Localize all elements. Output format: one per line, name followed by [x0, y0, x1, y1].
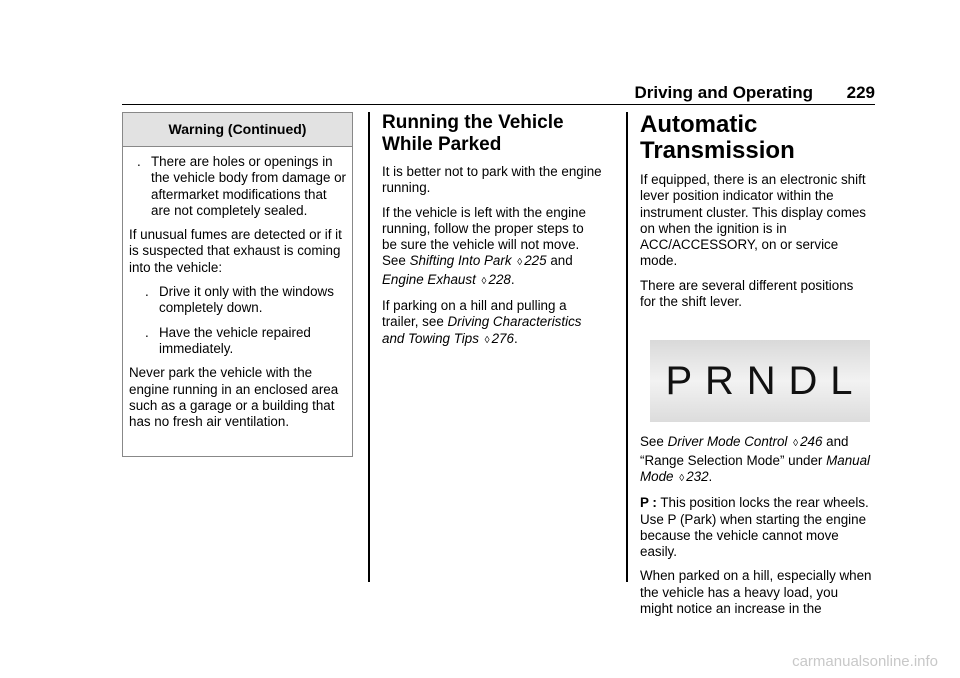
paragraph: There are several different positions for the shift lever.: [640, 277, 854, 310]
gear-letter: R: [705, 359, 736, 404]
gear-letter: N: [746, 359, 778, 404]
section-heading: Automatic Transmission: [640, 111, 795, 164]
bullet-text: There are holes or openings in the vehicle body from damage or aftermarket modifications that are not completely sealed.: [151, 154, 347, 218]
gear-letter: P: [665, 359, 695, 404]
page-header: [122, 82, 875, 105]
paragraph: It is better not to park with the engine running.: [382, 164, 602, 196]
page-ref-number[interactable]: 225: [524, 253, 547, 269]
bullet-text: Drive it only with the windows completely down.: [159, 284, 334, 316]
section-heading: Running the Vehicle While Parked: [382, 112, 564, 155]
paragraph-text: and: [826, 434, 849, 450]
cross-reference-link[interactable]: Driving Characteristics and Towing Tips: [382, 314, 582, 346]
paragraph-text: “Range Selection Mode” under: [640, 452, 823, 468]
warning-bullet: [129, 325, 346, 358]
paragraph: If parking on a hill and pulling a trailer, see Driving Characteristics and Towing Tips ◊ 276.: [382, 298, 582, 346]
prndl-indicator-image: [650, 340, 870, 422]
gear-letter: L: [830, 359, 855, 404]
paragraph-text: If the vehicle is left with the engine running, follow the proper steps to be sure the vehicle will not move. See: [382, 204, 586, 269]
page-number: 229: [846, 83, 875, 102]
paragraph: See Driver Mode Control ◊ 246 and “Range Selection Mode” under Manual Mode ◊ 232.: [640, 434, 871, 484]
cross-reference-link[interactable]: Manual Mode: [640, 452, 871, 484]
column-2: [382, 112, 602, 357]
paragraph-text: See: [640, 434, 664, 450]
column-3: [640, 112, 872, 625]
warning-box: [122, 112, 353, 457]
warning-paragraph: If unusual fumes are detected or if it is suspected that exhaust is coming into the vehicle:: [129, 227, 342, 275]
page-ref-number[interactable]: 276: [491, 330, 514, 346]
bullet-text: Have the vehicle repaired immediately.: [159, 324, 311, 356]
page-ref-icon: ◊: [679, 472, 685, 484]
cross-reference-link[interactable]: Shifting Into Park: [409, 253, 512, 269]
column-1: [122, 112, 355, 457]
paragraph-text: If parking on a hill and pulling a trailer, see: [382, 298, 567, 330]
page-ref-icon: ◊: [793, 438, 799, 450]
bullet-icon: .: [145, 324, 149, 340]
section-title: Driving and Operating: [634, 83, 813, 102]
watermark: carmanualsonline.info: [792, 653, 938, 670]
paragraph-text: and: [550, 253, 573, 269]
page-ref-icon: ◊: [481, 275, 487, 287]
warning-bullet: [129, 284, 346, 317]
column-divider: [626, 112, 628, 582]
warning-paragraph: Never park the vehicle with the engine running in an enclosed area such as a garage or a building that has no fresh air ventilation.: [129, 365, 339, 430]
cross-reference-link[interactable]: Engine Exhaust: [382, 271, 476, 287]
cross-reference-link[interactable]: Driver Mode Control: [667, 434, 788, 450]
paragraph: If equipped, there is an electronic shift lever position indicator within the instrument cluster. This display comes on when the ignition is in ACC/ACCESSORY, on or service mode.: [640, 172, 866, 269]
warning-bullet: [129, 154, 346, 219]
term-label: P :: [640, 495, 657, 511]
paragraph: When parked on a hill, especially when the vehicle has a heavy load, you might notice an increase in the: [640, 568, 872, 617]
paragraph: If the vehicle is left with the engine running, follow the proper steps to be sure the vehicle will not move. See Shifting Into Park ◊ 225 and Engine Exhaust ◊ 228.: [382, 204, 586, 287]
paragraph: [640, 495, 872, 560]
warning-title: Warning (Continued): [123, 113, 352, 147]
page-ref-number[interactable]: 246: [800, 434, 823, 450]
warning-body: [123, 147, 352, 430]
gear-letter: D: [788, 359, 820, 404]
paragraph-text: This position locks the rear wheels. Use P (Park) when starting the engine because the vehicle cannot move easily.: [640, 495, 869, 560]
page-ref-icon: ◊: [517, 257, 523, 269]
page-ref-number[interactable]: 232: [686, 468, 709, 484]
page-ref-icon: ◊: [484, 334, 490, 346]
column-divider: [368, 112, 370, 582]
bullet-icon: .: [145, 284, 149, 300]
bullet-icon: .: [137, 154, 141, 169]
page-ref-number[interactable]: 228: [488, 271, 511, 287]
